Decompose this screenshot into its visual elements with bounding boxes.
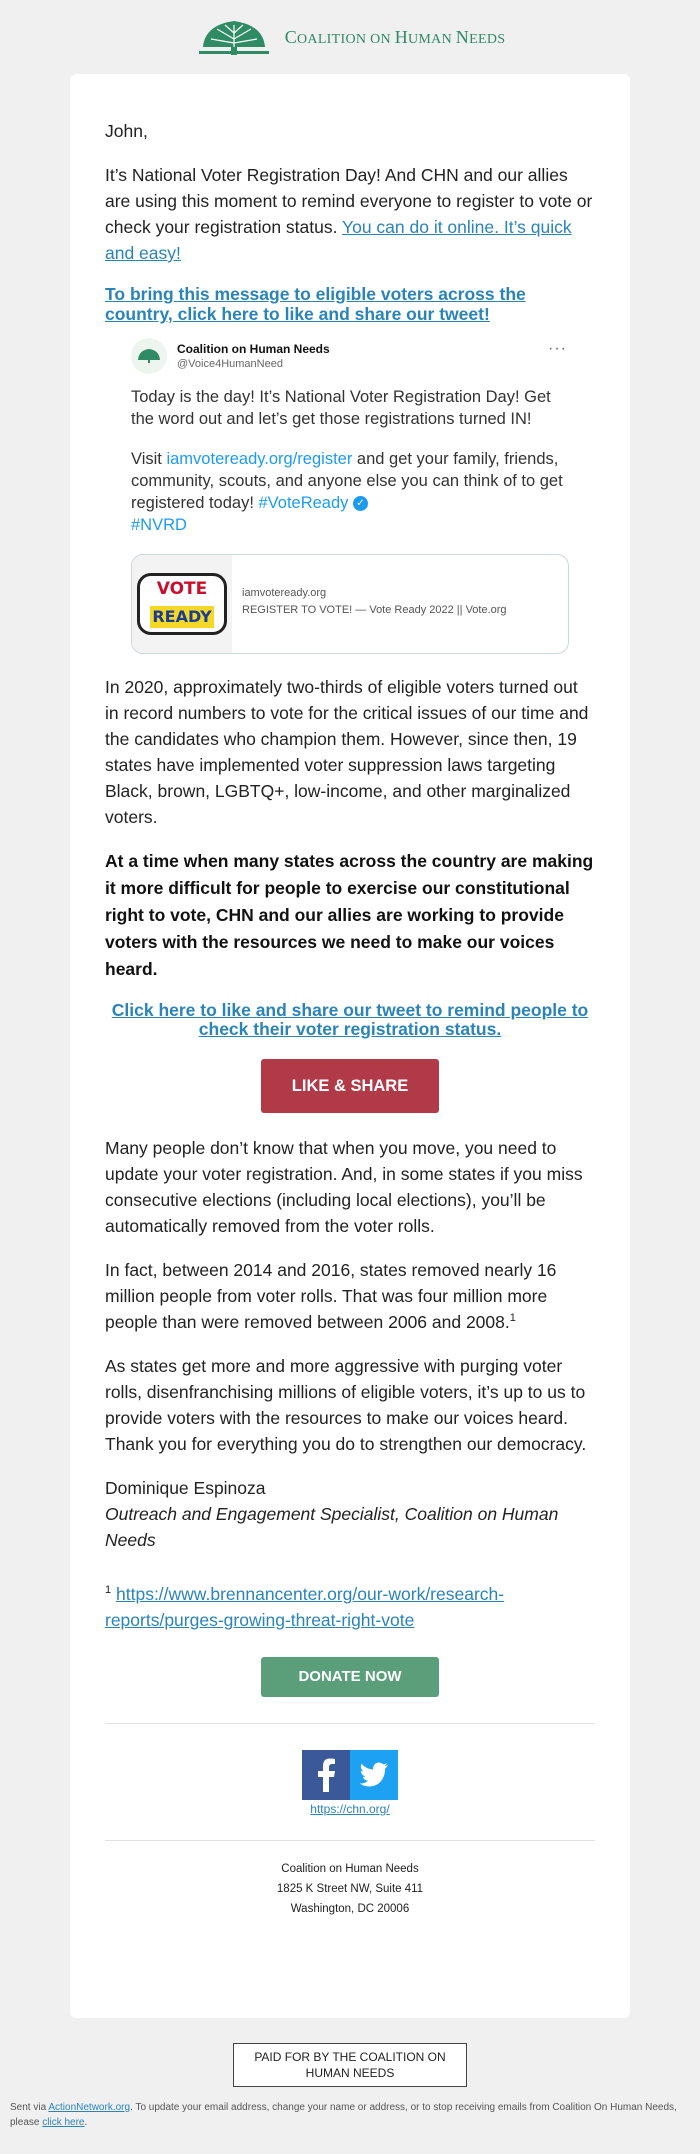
paragraph-move: Many people don’t know that when you move, you need to update your voter registration. And, in some states if you miss consecutive elections (including local elections), you’ll be automatically removed from the voter rolls. <box>105 1138 583 1236</box>
tweet-text-1: Today is the day! It’s National Voter Registration Day! Get the word out and let’s get those registrations turned IN! <box>131 388 551 428</box>
more-icon[interactable]: ··· <box>548 340 567 357</box>
paid-for-disclaimer: PAID FOR BY THE COALITION ON HUMAN NEEDS <box>233 2043 467 2087</box>
link-card-domain: iamvoteready.org <box>242 587 327 599</box>
share-tweet-link[interactable]: To bring this message to eligible voters across the country, click here to like and share our tweet! <box>105 284 526 324</box>
register-online-link[interactable]: You can do it online. It’s quick and easy! <box>105 217 572 263</box>
tree-logo-icon <box>195 17 273 57</box>
tweet-link-card[interactable] <box>131 554 569 654</box>
facebook-icon[interactable] <box>302 1750 350 1800</box>
tweet-avatar <box>131 338 167 374</box>
paragraph-2020: In 2020, approximately two-thirds of eligible voters turned out in record numbers to vote for the critical issues of our time and the candidates who champion them. However, since then, 19 states have implemented voter suppression laws targeting Black, brown, LGBTQ+, low-income, and other marginalized voters. <box>105 677 589 827</box>
tweet-text-2: Visit iamvoteready.org/register and get your family, friends, community, scouts, and anyone else you can think of to get registered today! #VoteReady ✓ #NVRD <box>131 450 563 534</box>
signature-title: Outreach and Engagement Specialist, Coalition on Human Needs <box>105 1504 559 1550</box>
unsubscribe-link[interactable]: click here <box>42 2117 85 2128</box>
embedded-tweet[interactable] <box>131 338 569 654</box>
link-card-title: REGISTER TO VOTE! — Vote Ready 2022 || Vote.org <box>242 604 507 616</box>
tweet-register-link[interactable]: iamvoteready.org/register <box>166 450 353 468</box>
email-header <box>0 0 700 74</box>
bold-paragraph: At a time when many states across the country are making it more difficult for people to exercise our constitutional right to vote, CHN and our allies are working to provide voters with the resources we need to make our voices heard. <box>105 851 594 979</box>
donate-button[interactable]: DONATE NOW <box>261 1657 439 1697</box>
footnote: $^1$ https://www.brennancenter.org/our-work/research-reports/purges-growing-threat-right-vote <box>105 1584 505 1630</box>
paragraph-fact: In fact, between 2014 and 2016, states removed nearly 16 million people from voter rolls. That was four million more people than were removed between 2006 and 2008.$^1$ <box>105 1260 557 1332</box>
like-share-button[interactable]: LIKE & SHARE <box>261 1059 439 1113</box>
signature-name: Dominique Espinoza <box>105 1478 266 1498</box>
postal-address: Coalition on Human Needs 1825 K Street NW, Suite 411 Washington, DC 20006 <box>276 1863 424 1915</box>
social-block <box>105 1724 595 1840</box>
footnote-link[interactable]: https://www.brennancenter.org/our-work/research-reports/purges-growing-threat-right-vote <box>105 1584 505 1630</box>
hashtag-voteready[interactable]: #VoteReady <box>258 494 349 512</box>
paragraph-states: As states get more and more aggressive with purging voter rolls, disenfranchising millions of eligible voters, it’s up to us to provide voters with the resources to make our voices heard. Thank you for everything you do to strengthen our democracy. <box>105 1356 587 1454</box>
greeting: John, <box>105 121 148 141</box>
vote-ready-badge: VOTE READY <box>137 573 227 635</box>
share-reminder-link[interactable]: Click here to like and share our tweet to remind people to check their voter registration status. <box>111 1000 589 1039</box>
vote-ready-image <box>132 555 232 653</box>
intro-paragraph: It’s National Voter Registration Day! And CHN and our allies are using this moment to remind everyone to register to vote or check your registration status. You can do it online. It’s quick and easy! <box>105 165 593 263</box>
twitter-icon[interactable] <box>350 1750 398 1800</box>
hashtag-nvrd[interactable]: #NVRD <box>131 516 187 534</box>
unsubscribe-note: Sent via ActionNetwork.org. To update your email address, change your name or address, or to stop receiving emails from Coalition On Human Needs, please click here. <box>10 2102 677 2128</box>
footnote-marker: 1 <box>509 1312 516 1325</box>
org-name: COALITION ON HUMAN NEEDS <box>284 26 506 47</box>
actionnetwork-link[interactable]: ActionNetwork.org <box>48 2102 131 2113</box>
email-card <box>70 74 630 2018</box>
tweet-author-handle: @Voice4HumanNeed <box>177 358 283 370</box>
tree-logo-icon <box>136 348 162 364</box>
verified-check-icon: ✓ <box>353 496 368 511</box>
chn-website-link[interactable]: https://chn.org/ <box>310 1802 390 1816</box>
tweet-author-name: Coalition on Human Needs <box>177 342 330 356</box>
